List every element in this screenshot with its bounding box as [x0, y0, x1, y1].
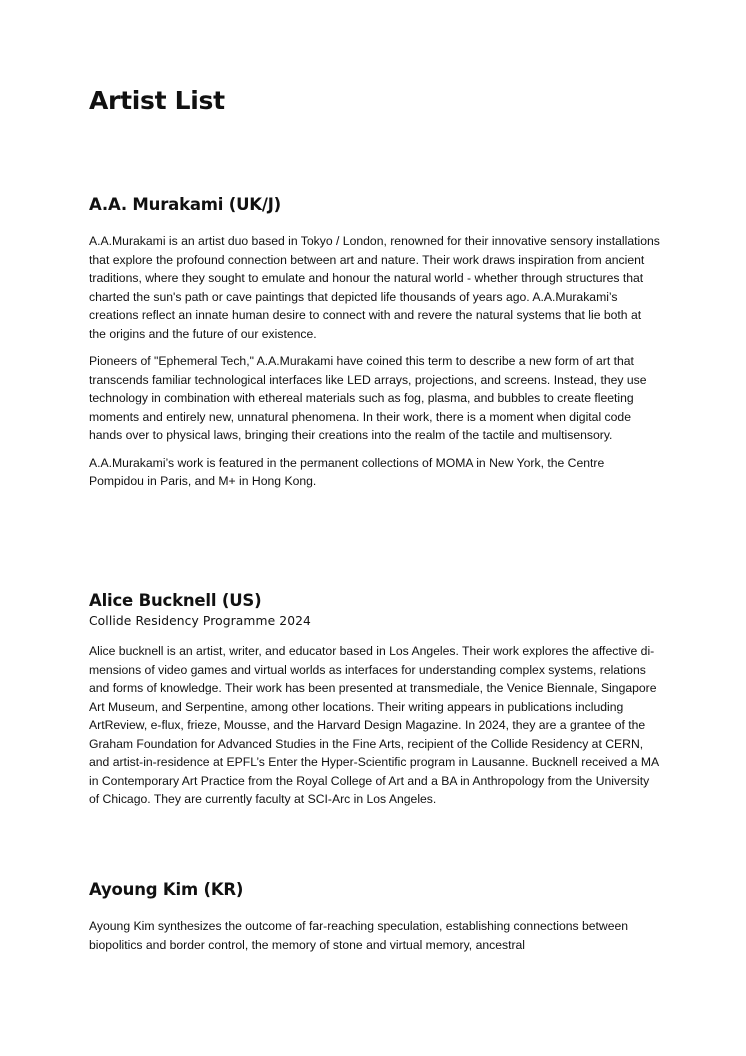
page-title: Artist List — [89, 86, 225, 115]
bio-paragraph: A.A.Murakami is an artist duo based in Tokyo / London, renowned for their innovative sensory installations that explore the profound connection between art and nature. Their work draws inspiration from ancient traditions, where they sought to emulate and honour the natural world - whether through structures that charted the sun's path or cave paintings that depicted life thousands of years ago. A.A.Murakami’s creations reflect an innate human desire to connect with and revere the natural systems that lie both at the origins and the future of our existence. — [89, 234, 660, 341]
artist-name: A.A. Murakami (UK/J) — [89, 195, 282, 214]
artist-bio — [89, 642, 661, 809]
bio-paragraph: Alice bucknell is an artist, writer, and educator based in Los Angeles. Their work explores the affective di- mensions of video games and virtual worlds as interfaces for understanding complex systems, relations and forms of knowledge. Their work has been presented at transmediale, the Venice Biennale, Singapore Art Museum, and Serpentine, among other locations. Their writing appears in publications including ArtReview, e-flux, frieze, Mousse, and the Harvard Design Magazine. In 2024, they are a grantee of the Graham Foundation for Advanced Studies in the Fine Arts, recipient of the Collide Residency at CERN, and artist-in-residence at EPFL’s Enter the Hyper-Scientific program in Lausanne. Bucknell received a MA in Contemporary Art Practice from the Royal College of Art and a BA in Anthropology from the University of Chicago. They are currently faculty at SCI-Arc in Los Angeles. — [89, 644, 659, 806]
artist-subtitle: Collide Residency Programme 2024 — [89, 614, 311, 628]
bio-paragraph: Pioneers of "Ephemeral Tech," A.A.Murakami have coined this term to describe a new form of art that transcends familiar technological interfaces like LED arrays, projections, and screens. Instead, they use technology in combination with ethereal materials such as fog, plasma, and bubbles to create fleeting moments and entirely new, unnatural phenomena. In their work, there is a moment when digital code hands over to physical laws, bringing their creations into the realm of the tactile and multisensory. — [89, 354, 647, 442]
artist-name: Alice Bucknell (US) — [89, 591, 262, 610]
bio-paragraph: Ayoung Kim synthesizes the outcome of far-reaching speculation, establishing connections between biopolitics and border control, the memory of stone and virtual memory, ancestral — [89, 919, 629, 952]
artist-bio — [89, 232, 661, 491]
artist-entry-kim — [89, 879, 661, 954]
bio-paragraph: A.A.Murakami’s work is featured in the permanent collections of MOMA in New York, the Centre Pompidou in Paris, and M+ in Hong Kong. — [89, 455, 605, 488]
artist-entry-bucknell — [89, 590, 661, 809]
artist-bio — [89, 917, 661, 954]
artist-entry-murakami — [89, 194, 661, 491]
artist-name: Ayoung Kim (KR) — [89, 880, 244, 899]
